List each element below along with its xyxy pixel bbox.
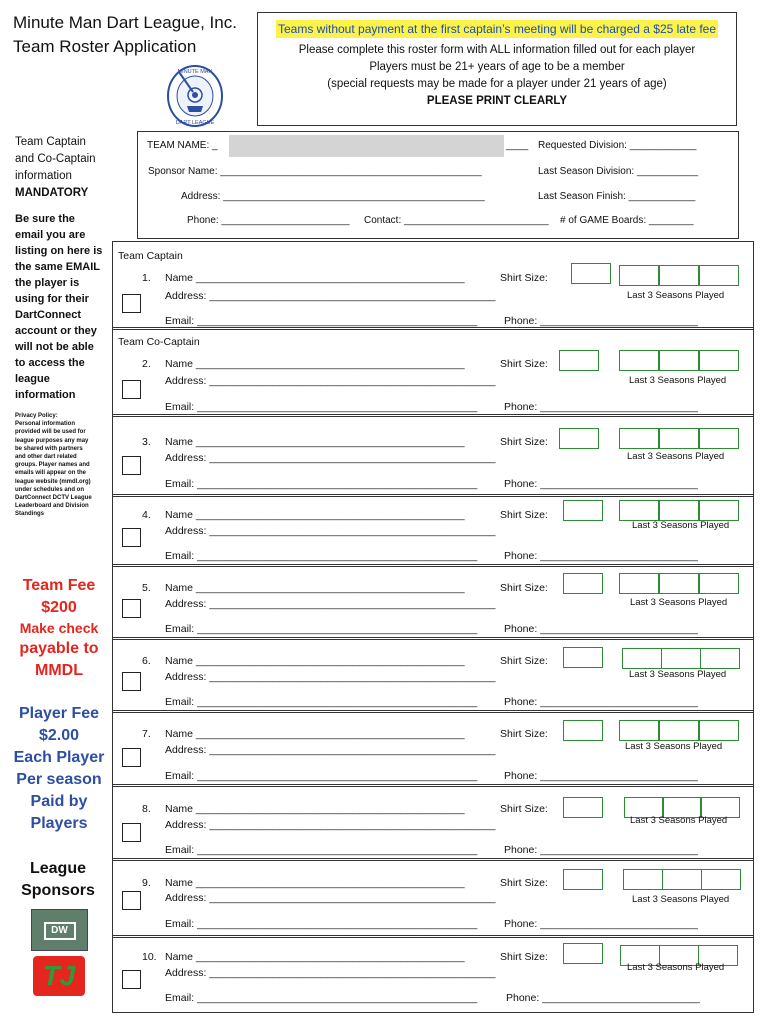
- player-email-field[interactable]: Email: ________________________________________________: [165, 478, 478, 490]
- privacy-line: league purposes any may: [15, 437, 89, 444]
- player-phone-field[interactable]: Phone: ___________________________: [504, 844, 698, 856]
- player-number: 9.: [142, 877, 151, 889]
- player-checkbox[interactable]: [122, 970, 141, 989]
- make-check: Make check: [19, 620, 99, 636]
- team-fee: [10, 575, 108, 619]
- team-name-label: TEAM NAME: _: [147, 140, 218, 151]
- note-line: and Co-Captain: [15, 153, 96, 165]
- notice-line-1: Please complete this roster form with ALL information filled out for each player: [298, 44, 696, 56]
- shirt-size-box[interactable]: [563, 720, 603, 741]
- player-box: [112, 564, 754, 640]
- player-box: [112, 710, 754, 787]
- player-checkbox[interactable]: [122, 891, 141, 910]
- player-checkbox[interactable]: [122, 380, 141, 399]
- title-line-2: Team Roster Application: [13, 37, 197, 56]
- player-checkbox[interactable]: [122, 599, 141, 618]
- season-box[interactable]: [659, 720, 699, 741]
- note-line: to access the: [15, 357, 85, 369]
- season-box[interactable]: [699, 720, 739, 741]
- shirt-size-label: Shirt Size:: [500, 436, 548, 448]
- player-role: Team Co-Captain: [118, 336, 200, 348]
- player-box: [112, 784, 754, 861]
- privacy-line: be shared with partners: [15, 445, 83, 452]
- privacy-line: emails will appear on the: [15, 470, 87, 477]
- sponsors-line: Sponsors: [21, 882, 95, 899]
- player-number: 6.: [142, 655, 151, 667]
- last-3-seasons-label: Last 3 Seasons Played: [627, 290, 725, 301]
- last-3-seasons-label: Last 3 Seasons Played: [630, 815, 728, 826]
- note-line: the player is: [15, 277, 80, 289]
- season-box[interactable]: [659, 573, 699, 594]
- captain-info-note: [15, 134, 96, 202]
- team-name-tail: ____: [506, 140, 529, 151]
- shirt-size-label: Shirt Size:: [500, 272, 548, 284]
- player-address-field[interactable]: Address: _________________________________________________: [165, 671, 496, 683]
- email-note: [15, 211, 107, 403]
- notice-line-4: PLEASE PRINT CLEARLY: [426, 95, 568, 107]
- title-line-1: Minute Man Dart League, Inc.: [13, 13, 237, 32]
- player-number: 10.: [142, 951, 157, 963]
- player-name-field[interactable]: Name ______________________________________________: [165, 803, 465, 815]
- player-email-field[interactable]: Email: ________________________________________________: [165, 550, 478, 562]
- league-logo: [165, 62, 225, 128]
- season-box[interactable]: [661, 648, 701, 669]
- requested-division-field[interactable]: Requested Division: ____________: [538, 140, 697, 151]
- player-box: [112, 637, 754, 713]
- season-box[interactable]: [699, 428, 739, 449]
- player-box: [112, 858, 754, 938]
- season-box[interactable]: [700, 648, 740, 669]
- fee-line: Player Fee: [18, 705, 100, 722]
- player-number: 1.: [142, 272, 151, 284]
- team-info-box: [137, 131, 739, 239]
- player-phone-field[interactable]: Phone: ___________________________: [504, 478, 698, 490]
- privacy-line: Standings: [15, 511, 45, 518]
- last-3-seasons-label: Last 3 Seasons Played: [627, 962, 725, 973]
- player-number: 8.: [142, 803, 151, 815]
- player-checkbox[interactable]: [122, 823, 141, 842]
- player-address-field[interactable]: Address: _________________________________________________: [165, 967, 496, 979]
- player-name-field[interactable]: Name ______________________________________________: [165, 509, 465, 521]
- player-number: 2.: [142, 358, 151, 370]
- shirt-size-box[interactable]: [559, 428, 599, 449]
- sponsor-name-field[interactable]: Sponsor Name: _______________________________________________: [148, 166, 482, 177]
- player-number: 3.: [142, 436, 151, 448]
- fee-line: Team Fee: [22, 577, 96, 594]
- note-line: Team Captain: [15, 136, 86, 148]
- shirt-size-box[interactable]: [559, 350, 599, 371]
- player-name-field[interactable]: Name ______________________________________________: [165, 877, 465, 889]
- privacy-line: provided will be used for: [15, 429, 86, 436]
- team-address-field[interactable]: Address: _______________________________________________: [181, 191, 485, 202]
- season-box[interactable]: [619, 428, 659, 449]
- season-box[interactable]: [659, 265, 699, 286]
- last-3-seasons-label: Last 3 Seasons Played: [629, 375, 727, 386]
- shirt-size-label: Shirt Size:: [500, 877, 548, 889]
- player-fee: [10, 703, 108, 835]
- player-address-field[interactable]: Address: _________________________________________________: [165, 598, 496, 610]
- season-box[interactable]: [659, 500, 699, 521]
- privacy-line: Leaderboard and Division: [15, 503, 89, 510]
- sponsor-tj-text: TJ: [42, 960, 76, 991]
- shirt-size-label: Shirt Size:: [500, 951, 548, 963]
- note-line: the same EMAIL: [15, 261, 100, 273]
- team-phone-field[interactable]: Phone: _______________________: [187, 215, 350, 226]
- fee-line: $2.00: [38, 727, 80, 744]
- last-season-finish-field[interactable]: Last Season Finish: ____________: [538, 191, 696, 202]
- player-name-field[interactable]: Name ______________________________________________: [165, 358, 465, 370]
- season-box[interactable]: [659, 428, 699, 449]
- player-email-field[interactable]: Email: ________________________________________________: [165, 992, 478, 1004]
- player-box: [112, 494, 754, 567]
- note-line: email you are: [15, 229, 86, 241]
- privacy-line: Personal information: [15, 421, 76, 428]
- shirt-size-label: Shirt Size:: [500, 358, 548, 370]
- form-title: [13, 11, 237, 59]
- player-checkbox[interactable]: [122, 294, 141, 313]
- player-email-field[interactable]: Email: ________________________________________________: [165, 770, 478, 782]
- privacy-line: Privacy Policy:: [15, 413, 58, 419]
- season-box[interactable]: [699, 500, 739, 521]
- late-fee-warning: Teams without payment at the first captain’s meeting will be charged a $25 late fee: [277, 22, 717, 36]
- fee-line: Each Player: [13, 749, 105, 766]
- player-phone-field[interactable]: Phone: ___________________________: [504, 918, 698, 930]
- player-name-field[interactable]: Name ______________________________________________: [165, 582, 465, 594]
- player-phone-field[interactable]: Phone: ___________________________: [504, 401, 698, 413]
- last-3-seasons-label: Last 3 Seasons Played: [630, 597, 728, 608]
- player-box: [112, 241, 754, 330]
- payment-notice: [257, 12, 737, 126]
- mandatory-label: MANDATORY: [15, 187, 89, 199]
- note-line: using for their: [15, 293, 89, 305]
- note-line: will not be able: [15, 341, 94, 353]
- player-address-field[interactable]: Address: _________________________________________________: [165, 892, 496, 904]
- player-name-field[interactable]: Name ______________________________________________: [165, 951, 465, 963]
- shirt-size-box[interactable]: [571, 263, 611, 284]
- shirt-size-box[interactable]: [563, 647, 603, 668]
- team-name-input[interactable]: [229, 135, 504, 157]
- player-address-field[interactable]: Address: _________________________________________________: [165, 452, 496, 464]
- player-address-field[interactable]: Address: _________________________________________________: [165, 525, 496, 537]
- player-phone-field[interactable]: Phone: ___________________________: [504, 550, 698, 562]
- fee-line: Paid by: [30, 793, 88, 810]
- player-name-field[interactable]: Name ______________________________________________: [165, 655, 465, 667]
- season-box[interactable]: [699, 350, 739, 371]
- season-box[interactable]: [619, 720, 659, 741]
- player-box: [112, 935, 754, 1013]
- player-email-field[interactable]: Email: ________________________________________________: [165, 315, 478, 327]
- player-phone-field[interactable]: Phone: ___________________________: [504, 696, 698, 708]
- season-box[interactable]: [619, 350, 659, 371]
- notice-line-2: Players must be 21+ years of age to be a member: [369, 61, 625, 73]
- player-checkbox[interactable]: [122, 528, 141, 547]
- player-phone-field[interactable]: Phone: ___________________________: [504, 770, 698, 782]
- shirt-size-label: Shirt Size:: [500, 728, 548, 740]
- season-box[interactable]: [659, 350, 699, 371]
- season-box[interactable]: [619, 500, 659, 521]
- sponsor-logo-tj: [33, 956, 85, 996]
- fee-line: Per season: [16, 771, 102, 788]
- player-checkbox[interactable]: [122, 748, 141, 767]
- contact-field[interactable]: Contact: __________________________: [364, 215, 549, 226]
- shirt-size-label: Shirt Size:: [500, 509, 548, 521]
- shirt-size-label: Shirt Size:: [500, 655, 548, 667]
- player-email-field[interactable]: Email: ________________________________________________: [165, 696, 478, 708]
- player-email-field[interactable]: Email: ________________________________________________: [165, 918, 478, 930]
- player-number: 4.: [142, 509, 151, 521]
- player-checkbox[interactable]: [122, 456, 141, 475]
- sponsors-title: [18, 858, 98, 902]
- last-3-seasons-label: Last 3 Seasons Played: [632, 520, 730, 531]
- game-boards-field[interactable]: # of GAME Boards: ________: [560, 215, 694, 226]
- note-line: Be sure the: [15, 213, 75, 225]
- season-box[interactable]: [622, 648, 662, 669]
- player-number: 7.: [142, 728, 151, 740]
- season-box[interactable]: [699, 573, 739, 594]
- player-name-field[interactable]: Name ______________________________________________: [165, 436, 465, 448]
- player-address-field[interactable]: Address: _________________________________________________: [165, 819, 496, 831]
- fee-line: $200: [41, 599, 77, 616]
- player-email-field[interactable]: Email: ________________________________________________: [165, 844, 478, 856]
- player-address-field[interactable]: Address: _________________________________________________: [165, 290, 496, 302]
- privacy-line: league website (mmdl.org): [15, 478, 91, 485]
- shirt-size-box[interactable]: [563, 500, 603, 521]
- note-line: information: [15, 389, 76, 401]
- note-line: account or they: [15, 325, 97, 337]
- last-3-seasons-label: Last 3 Seasons Played: [629, 669, 727, 680]
- player-number: 5.: [142, 582, 151, 594]
- note-line: league: [15, 373, 50, 385]
- logo-text-top: MINUTE MAN: [177, 69, 213, 75]
- sponsors-line: League: [29, 860, 86, 877]
- last-season-division-field[interactable]: Last Season Division: ___________: [538, 166, 699, 177]
- privacy-line: groups. Player names and: [15, 462, 90, 469]
- last-3-seasons-label: Last 3 Seasons Played: [625, 741, 723, 752]
- shirt-size-box[interactable]: [563, 943, 603, 964]
- player-box: [112, 414, 754, 497]
- player-phone-field[interactable]: Phone: ___________________________: [506, 992, 700, 1004]
- player-role: Team Captain: [118, 250, 183, 262]
- fee-line: Players: [30, 815, 88, 832]
- season-box[interactable]: [619, 265, 659, 286]
- shirt-size-label: Shirt Size:: [500, 582, 548, 594]
- sponsor-logo-dw: [31, 909, 88, 951]
- player-phone-field[interactable]: Phone: ___________________________: [504, 315, 698, 327]
- note-line: information: [15, 170, 72, 182]
- player-email-field[interactable]: Email: ________________________________________________: [165, 623, 478, 635]
- note-line: listing on here is: [15, 245, 103, 257]
- sponsor-dw-text: DW: [44, 922, 76, 940]
- player-checkbox[interactable]: [122, 672, 141, 691]
- player-name-field[interactable]: Name ______________________________________________: [165, 728, 465, 740]
- privacy-line: and other dart related: [15, 454, 77, 461]
- notice-line-3: (special requests may be made for a player under 21 years of age): [327, 78, 667, 90]
- season-box[interactable]: [699, 265, 739, 286]
- season-box[interactable]: [623, 869, 663, 890]
- privacy-line: DartConnect DCTV League: [15, 495, 92, 502]
- shirt-size-box[interactable]: [563, 573, 603, 594]
- player-box: [112, 327, 754, 417]
- player-address-field[interactable]: Address: _________________________________________________: [165, 744, 496, 756]
- note-line: DartConnect: [15, 309, 82, 321]
- season-box[interactable]: [701, 869, 741, 890]
- season-box[interactable]: [619, 573, 659, 594]
- last-3-seasons-label: Last 3 Seasons Played: [632, 894, 730, 905]
- player-phone-field[interactable]: Phone: ___________________________: [504, 623, 698, 635]
- shirt-size-label: Shirt Size:: [500, 803, 548, 815]
- shirt-size-box[interactable]: [563, 869, 603, 890]
- logo-text-bottom: DART LEAGUE: [175, 120, 215, 126]
- privacy-policy: [15, 412, 99, 519]
- season-box[interactable]: [662, 869, 702, 890]
- shirt-size-box[interactable]: [563, 797, 603, 818]
- privacy-line: under schedules and on: [15, 486, 85, 493]
- payable-to: [10, 638, 108, 682]
- fee-line: payable to: [19, 640, 99, 657]
- player-address-field[interactable]: Address: _________________________________________________: [165, 375, 496, 387]
- player-email-field[interactable]: Email: ________________________________________________: [165, 401, 478, 413]
- player-name-field[interactable]: Name ______________________________________________: [165, 272, 465, 284]
- last-3-seasons-label: Last 3 Seasons Played: [627, 451, 725, 462]
- fee-line: MMDL: [35, 662, 83, 679]
